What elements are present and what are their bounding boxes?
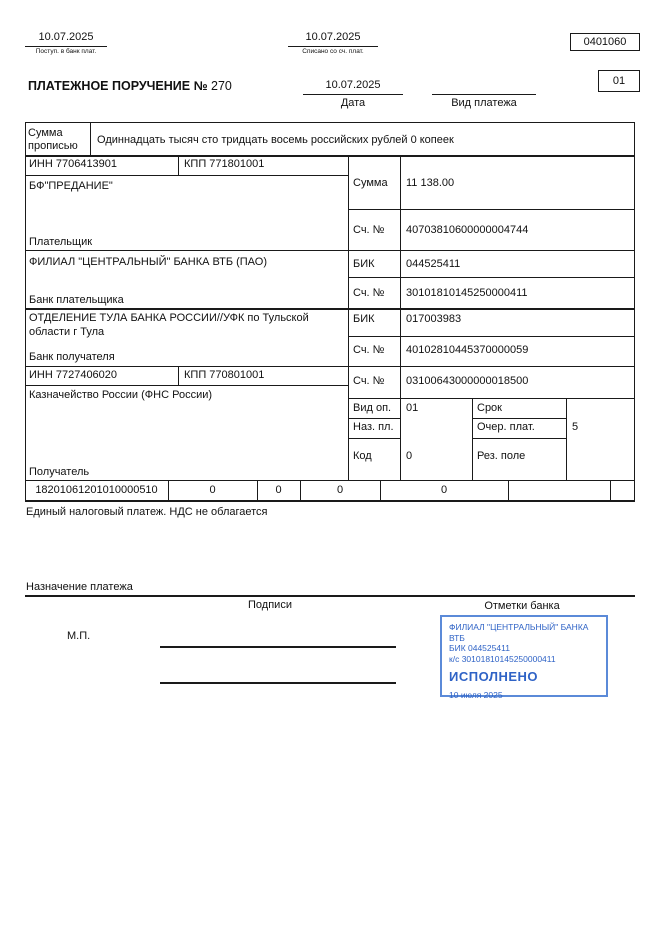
term-label: Срок <box>477 402 502 414</box>
priority-value: 5 <box>572 421 579 433</box>
op-type-label: Вид оп. <box>353 402 392 414</box>
payee-account: 03100643000000018500 <box>406 375 529 387</box>
payer-name: БФ"ПРЕДАНИЕ" <box>29 180 113 192</box>
date-received-label: Поступ. в банк плат. <box>35 48 97 55</box>
payment-kind-label: Вид платежа <box>451 97 517 109</box>
date-debited: 10.07.2025 <box>305 31 361 43</box>
table-line <box>348 336 635 337</box>
stamp-date: 10 июля 2025 <box>449 689 503 700</box>
payer-account: 40703810600000004744 <box>406 224 529 236</box>
date-received: 10.07.2025 <box>38 31 94 43</box>
table-line <box>25 500 635 502</box>
payer-bank-account-label: Сч. № <box>353 287 385 299</box>
table-line <box>25 250 635 251</box>
amount-label: Сумма <box>353 177 388 189</box>
payee-bank-account-label: Сч. № <box>353 344 385 356</box>
amount-words-value: Одиннадцать тысяч сто тридцать восемь российских рублей 0 копеек <box>97 134 454 146</box>
status-code-box <box>598 70 640 92</box>
table-line <box>472 418 566 419</box>
payer-bank-label: Банк плательщика <box>29 294 124 306</box>
table-line <box>25 175 348 176</box>
table-line <box>348 209 635 210</box>
payee-bank-bik: 017003983 <box>406 313 462 325</box>
tax-field-type <box>610 482 635 498</box>
payer-label: Плательщик <box>29 236 93 248</box>
stamp-bik: БИК 044525411 <box>449 643 510 653</box>
payer-bank-bik-label: БИК <box>353 258 375 270</box>
stamp-bank-name: ФИЛИАЛ "ЦЕНТРАЛЬНЫЙ" БАНКА ВТБ <box>449 622 589 643</box>
tax-field-oktmo: 0 <box>209 484 216 496</box>
op-type-value: 01 <box>406 402 419 414</box>
purpose-label: Назначение платежа <box>26 581 133 593</box>
table-line <box>25 155 635 157</box>
doc-date-label: Дата <box>340 97 366 109</box>
payer-account-label: Сч. № <box>353 224 385 236</box>
table-line <box>348 155 349 480</box>
payer-bank-bik: 044525411 <box>406 258 461 270</box>
table-line <box>178 155 179 175</box>
stamp-corr-account: к/с 30101810145250000411 <box>449 653 556 664</box>
payer-bank-name: ФИЛИАЛ "ЦЕНТРАЛЬНЫЙ" БАНКА ВТБ (ПАО) <box>29 256 267 268</box>
date-debited-label: Списано со сч. плат. <box>302 48 364 55</box>
purpose-kind-label: Наз. пл. <box>353 421 394 433</box>
tax-field-period: 0 <box>336 484 344 496</box>
table-line <box>90 122 91 155</box>
table-line <box>25 122 26 500</box>
table-line <box>25 366 635 367</box>
table-line <box>25 385 348 386</box>
table-line <box>566 398 567 480</box>
form-code: 0401060 <box>583 36 627 48</box>
payer-inn: ИНН 7706413901 <box>29 158 118 170</box>
table-line <box>25 122 635 123</box>
doc-date: 10.07.2025 <box>325 79 381 91</box>
table-line <box>178 366 179 385</box>
table-line <box>634 122 635 500</box>
table-line <box>348 277 635 278</box>
payee-bank-name: ОТДЕЛЕНИЕ ТУЛА БАНКА РОССИИ//УФК по Тульской области г Тула <box>29 312 309 338</box>
status-code: 01 <box>612 75 626 87</box>
tax-field-basis: 0 <box>275 484 282 496</box>
payee-bank-bik-label: БИК <box>353 313 375 325</box>
payee-inn: ИНН 7727406020 <box>29 369 118 381</box>
table-line <box>348 438 400 439</box>
title-text: ПЛАТЕЖНОЕ ПОРУЧЕНИЕ № <box>28 79 208 93</box>
signature-line-1 <box>160 646 396 648</box>
doc-number: 270 <box>211 79 232 93</box>
reserve-label: Рез. поле <box>477 450 526 462</box>
table-line <box>25 308 635 310</box>
payee-kpp: КПП 770801001 <box>184 369 265 381</box>
table-line <box>25 480 635 481</box>
bank-stamp <box>440 615 608 700</box>
tax-field-date <box>508 482 610 498</box>
payee-label: Получатель <box>29 466 90 478</box>
payee-bank-label: Банк получателя <box>29 351 115 363</box>
table-line <box>472 398 473 480</box>
payer-kpp: КПП 771801001 <box>184 158 265 170</box>
tax-field-number: 0 <box>440 484 448 496</box>
document-title <box>28 79 232 93</box>
table-line <box>348 418 400 419</box>
payee-bank-account: 40102810445370000059 <box>406 344 529 356</box>
stamp-place-label: М.П. <box>67 630 91 642</box>
table-line <box>400 155 401 480</box>
section-line <box>25 595 635 597</box>
table-line <box>348 398 635 399</box>
payee-account-label: Сч. № <box>353 375 385 387</box>
amount-words-label: Сумма прописью <box>28 127 78 152</box>
bank-marks-label: Отметки банка <box>484 600 560 612</box>
purpose-text: Единый налоговый платеж. НДС не облагается <box>26 506 268 518</box>
signatures-label: Подписи <box>248 599 292 611</box>
payee-name: Казначейство России (ФНС России) <box>29 389 213 401</box>
code-value: 0 <box>406 450 413 462</box>
form-code-box <box>570 33 640 51</box>
priority-label: Очер. плат. <box>477 421 535 433</box>
signature-line-2 <box>160 682 396 684</box>
tax-field-kbk: 18201061201010000510 <box>35 484 158 496</box>
amount-value: 11 138.00 <box>406 177 455 189</box>
table-line <box>472 438 566 439</box>
payer-bank-account: 30101810145250000411 <box>406 287 528 299</box>
code-label: Код <box>353 450 372 462</box>
stamp-status: ИСПОЛНЕНО <box>449 669 539 684</box>
